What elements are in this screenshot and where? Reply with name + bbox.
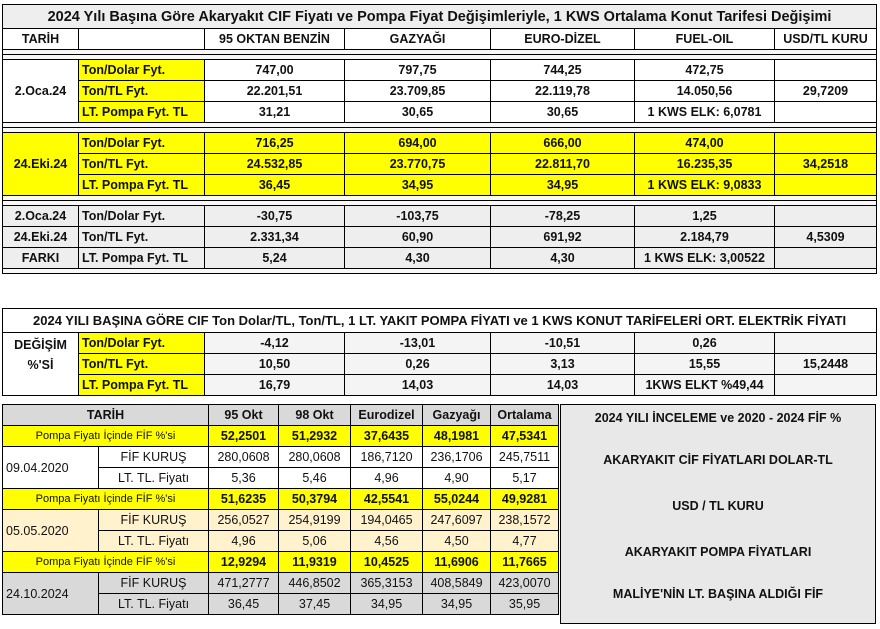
fif-kurus: 280,0608 bbox=[209, 447, 279, 468]
fif-share: 55,0244 bbox=[423, 489, 491, 510]
cell-empty bbox=[775, 333, 877, 354]
percent-usd: 15,2448 bbox=[775, 354, 877, 375]
main-title: 2024 Yılı Başına Göre Akaryakıt CIF Fiyatı ve Pompa Fiyat Değişimleriyle, 1 KWS Ortalama Konut Tarifesi Değişimi bbox=[3, 5, 877, 29]
cell: -10,51 bbox=[491, 333, 635, 354]
cell-empty bbox=[775, 133, 877, 154]
fif-price: 5,46 bbox=[279, 468, 351, 489]
fif-kurus-label: FİF KURUŞ bbox=[99, 510, 209, 531]
cell: 694,00 bbox=[345, 133, 491, 154]
fif-kurus: 254,9199 bbox=[279, 510, 351, 531]
fif-share-label: Pompa Fiyatı İçinde FİF %'si bbox=[3, 426, 209, 447]
header-fuel-oil: FUEL-OIL bbox=[635, 29, 775, 50]
fif-price-label: LT. TL. Fiyatı bbox=[99, 594, 209, 615]
header-date: TARİH bbox=[3, 29, 79, 50]
percent-label-line2: %'Sİ bbox=[27, 358, 54, 372]
cell: 1 KWS ELK: 9,0833 bbox=[635, 175, 775, 196]
fif-price: 4,56 bbox=[351, 531, 423, 552]
fif-header-date: TARİH bbox=[3, 405, 209, 426]
cell: 34,95 bbox=[345, 175, 491, 196]
fif-share: 11,7665 bbox=[491, 552, 559, 573]
row-label-ton-dolar: Ton/Dolar Fyt. bbox=[79, 60, 205, 81]
fif-kurus: 446,8502 bbox=[279, 573, 351, 594]
cell: 691,92 bbox=[491, 227, 635, 248]
fif-header-98: 98 Okt bbox=[279, 405, 351, 426]
cell-empty bbox=[775, 60, 877, 81]
cell: 474,00 bbox=[635, 133, 775, 154]
row-label-ton-dolar: Ton/Dolar Fyt. bbox=[79, 333, 205, 354]
header-blank bbox=[79, 29, 205, 50]
fif-date-1: 09.04.2020 bbox=[3, 447, 99, 489]
fif-price-label: LT. TL. Fiyatı bbox=[99, 468, 209, 489]
cell: 23.709,85 bbox=[345, 81, 491, 102]
fif-kurus: 245,7511 bbox=[491, 447, 559, 468]
block2-date: 24.Eki.24 bbox=[3, 133, 79, 196]
cell: 1 KWS ELK: 6,0781 bbox=[635, 102, 775, 123]
row-label-pompa: LT. Pompa Fyt. TL bbox=[79, 175, 205, 196]
row-label-ton-tl: Ton/TL Fyt. bbox=[79, 227, 205, 248]
fif-kurus: 256,0527 bbox=[209, 510, 279, 531]
fif-kurus: 365,3153 bbox=[351, 573, 423, 594]
cell: 14,03 bbox=[491, 375, 635, 396]
cell-empty bbox=[775, 175, 877, 196]
fif-price: 34,95 bbox=[423, 594, 491, 615]
fif-share: 11,9319 bbox=[279, 552, 351, 573]
cell: 5,24 bbox=[205, 248, 345, 269]
cell: -30,75 bbox=[205, 206, 345, 227]
fif-table bbox=[2, 404, 559, 615]
fif-price: 36,45 bbox=[209, 594, 279, 615]
fif-share: 42,5541 bbox=[351, 489, 423, 510]
fif-kurus: 194,0465 bbox=[351, 510, 423, 531]
cell: 24.532,85 bbox=[205, 154, 345, 175]
summary-item-usd: USD / TL KURU bbox=[672, 499, 764, 513]
row-label-ton-dolar: Ton/Dolar Fyt. bbox=[79, 133, 205, 154]
block3-date-start: 2.Oca.24 bbox=[3, 206, 79, 227]
header-usd-tl: USD/TL KURU bbox=[775, 29, 877, 50]
fif-share: 48,1981 bbox=[423, 426, 491, 447]
cell: 1,25 bbox=[635, 206, 775, 227]
fif-header-95: 95 Okt bbox=[209, 405, 279, 426]
cell: 14.050,56 bbox=[635, 81, 775, 102]
cell: 10,50 bbox=[205, 354, 345, 375]
cell: 4,30 bbox=[491, 248, 635, 269]
cell: 16.235,35 bbox=[635, 154, 775, 175]
fif-price: 4,90 bbox=[423, 468, 491, 489]
block1-usd: 29,7209 bbox=[775, 81, 877, 102]
fif-share: 51,6235 bbox=[209, 489, 279, 510]
header-95-oktan: 95 OKTAN BENZİN bbox=[205, 29, 345, 50]
block2-usd: 34,2518 bbox=[775, 154, 877, 175]
cell: 1 KWS ELK: 3,00522 bbox=[635, 248, 775, 269]
cell: 3,13 bbox=[491, 354, 635, 375]
fif-price: 4,77 bbox=[491, 531, 559, 552]
cell: 22.119,78 bbox=[491, 81, 635, 102]
summary-item-fif: MALİYE'NİN LT. BAŞINA ALDIĞI FİF bbox=[612, 587, 824, 601]
fif-kurus: 238,1572 bbox=[491, 510, 559, 531]
fif-share: 11,6906 bbox=[423, 552, 491, 573]
cell: 666,00 bbox=[491, 133, 635, 154]
spacer-row bbox=[3, 269, 877, 274]
fif-date-2: 05.05.2020 bbox=[3, 510, 99, 552]
fif-share: 47,5341 bbox=[491, 426, 559, 447]
header-euro-dizel: EURO-DİZEL bbox=[491, 29, 635, 50]
cell: 23.770,75 bbox=[345, 154, 491, 175]
fif-price: 4,50 bbox=[423, 531, 491, 552]
fif-header-gazyagi: Gazyağı bbox=[423, 405, 491, 426]
fif-price: 37,45 bbox=[279, 594, 351, 615]
cell: 797,75 bbox=[345, 60, 491, 81]
row-label-pompa: LT. Pompa Fyt. TL bbox=[79, 102, 205, 123]
fif-share: 12,9294 bbox=[209, 552, 279, 573]
fif-kurus: 247,6097 bbox=[423, 510, 491, 531]
row-label-ton-tl: Ton/TL Fyt. bbox=[79, 154, 205, 175]
cell: 22.201,51 bbox=[205, 81, 345, 102]
percent-title: 2024 YILI BAŞINA GÖRE CIF Ton Dolar/TL, Ton/TL, 1 LT. YAKIT POMPA FİYATI ve 1 KWS KONUT TARİFELERİ ORT. ELEKTRİK FİYATI bbox=[3, 309, 877, 333]
cell: -103,75 bbox=[345, 206, 491, 227]
summary-item-pompa: AKARYAKIT POMPA FİYATLARI bbox=[624, 545, 812, 559]
fif-kurus: 280,0608 bbox=[279, 447, 351, 468]
cell-empty bbox=[775, 206, 877, 227]
cell: 747,00 bbox=[205, 60, 345, 81]
fif-share-label: Pompa Fiyatı İçinde FİF %'si bbox=[3, 552, 209, 573]
fif-price: 4,96 bbox=[209, 531, 279, 552]
cell: 4,30 bbox=[345, 248, 491, 269]
summary-item-cif: AKARYAKIT CİF FİYATLARI DOLAR-TL bbox=[603, 453, 833, 467]
summary-title: 2024 YILI İNCELEME ve 2020 - 2024 FİF % bbox=[594, 411, 842, 425]
fif-price: 5,06 bbox=[279, 531, 351, 552]
fif-date-3: 24.10.2024 bbox=[3, 573, 99, 615]
cell: 30,65 bbox=[345, 102, 491, 123]
fif-kurus-label: FİF KURUŞ bbox=[99, 447, 209, 468]
cell-empty bbox=[775, 375, 877, 396]
cell: 0,26 bbox=[635, 333, 775, 354]
cell: 15,55 bbox=[635, 354, 775, 375]
fif-share: 50,3794 bbox=[279, 489, 351, 510]
summary-box bbox=[560, 404, 876, 624]
cell: -13,01 bbox=[345, 333, 491, 354]
block3-farki: FARKI bbox=[3, 248, 79, 269]
row-label-ton-dolar: Ton/Dolar Fyt. bbox=[79, 206, 205, 227]
cell: 2.331,34 bbox=[205, 227, 345, 248]
cell: 30,65 bbox=[491, 102, 635, 123]
fif-share: 52,2501 bbox=[209, 426, 279, 447]
fif-header-ortalama: Ortalama bbox=[491, 405, 559, 426]
cell-empty bbox=[775, 248, 877, 269]
fif-header-eurodizel: Eurodizel bbox=[351, 405, 423, 426]
fif-kurus: 186,7120 bbox=[351, 447, 423, 468]
block1-date: 2.Oca.24 bbox=[3, 60, 79, 123]
block3-usd: 4,5309 bbox=[775, 227, 877, 248]
percent-change-table bbox=[2, 308, 877, 396]
fif-price: 35,95 bbox=[491, 594, 559, 615]
row-label-pompa: LT. Pompa Fyt. TL bbox=[79, 375, 205, 396]
cell: 716,25 bbox=[205, 133, 345, 154]
fif-kurus: 408,5849 bbox=[423, 573, 491, 594]
row-label-pompa: LT. Pompa Fyt. TL bbox=[79, 248, 205, 269]
cell: 16,79 bbox=[205, 375, 345, 396]
fif-price: 5,36 bbox=[209, 468, 279, 489]
cell-empty bbox=[775, 102, 877, 123]
cell: -4,12 bbox=[205, 333, 345, 354]
cell: 36,45 bbox=[205, 175, 345, 196]
percent-label bbox=[3, 333, 79, 396]
fif-kurus: 471,2777 bbox=[209, 573, 279, 594]
fif-kurus: 236,1706 bbox=[423, 447, 491, 468]
fif-share: 10,4525 bbox=[351, 552, 423, 573]
cif-price-table bbox=[2, 4, 877, 274]
fif-share: 51,2932 bbox=[279, 426, 351, 447]
cell: 60,90 bbox=[345, 227, 491, 248]
fif-price: 4,96 bbox=[351, 468, 423, 489]
block3-date-end: 24.Eki.24 bbox=[3, 227, 79, 248]
header-gazyagi: GAZYAĞI bbox=[345, 29, 491, 50]
fif-kurus-label: FİF KURUŞ bbox=[99, 573, 209, 594]
fif-share-label: Pompa Fiyatı İçinde FİF %'si bbox=[3, 489, 209, 510]
row-label-ton-tl: Ton/TL Fyt. bbox=[79, 81, 205, 102]
row-label-ton-tl: Ton/TL Fyt. bbox=[79, 354, 205, 375]
fif-price: 34,95 bbox=[351, 594, 423, 615]
cell: 22.811,70 bbox=[491, 154, 635, 175]
fif-kurus: 423,0070 bbox=[491, 573, 559, 594]
cell: 14,03 bbox=[345, 375, 491, 396]
fif-price-label: LT. TL. Fiyatı bbox=[99, 531, 209, 552]
percent-label-line1: DEĞİŞİM bbox=[14, 338, 67, 352]
cell: 472,75 bbox=[635, 60, 775, 81]
fif-price: 5,17 bbox=[491, 468, 559, 489]
cell: 34,95 bbox=[491, 175, 635, 196]
cell: 31,21 bbox=[205, 102, 345, 123]
cell: 1KWS ELKT %49,44 bbox=[635, 375, 775, 396]
fif-share: 49,9281 bbox=[491, 489, 559, 510]
cell: 2.184,79 bbox=[635, 227, 775, 248]
cell: 0,26 bbox=[345, 354, 491, 375]
fif-share: 37,6435 bbox=[351, 426, 423, 447]
cell: -78,25 bbox=[491, 206, 635, 227]
cell: 744,25 bbox=[491, 60, 635, 81]
